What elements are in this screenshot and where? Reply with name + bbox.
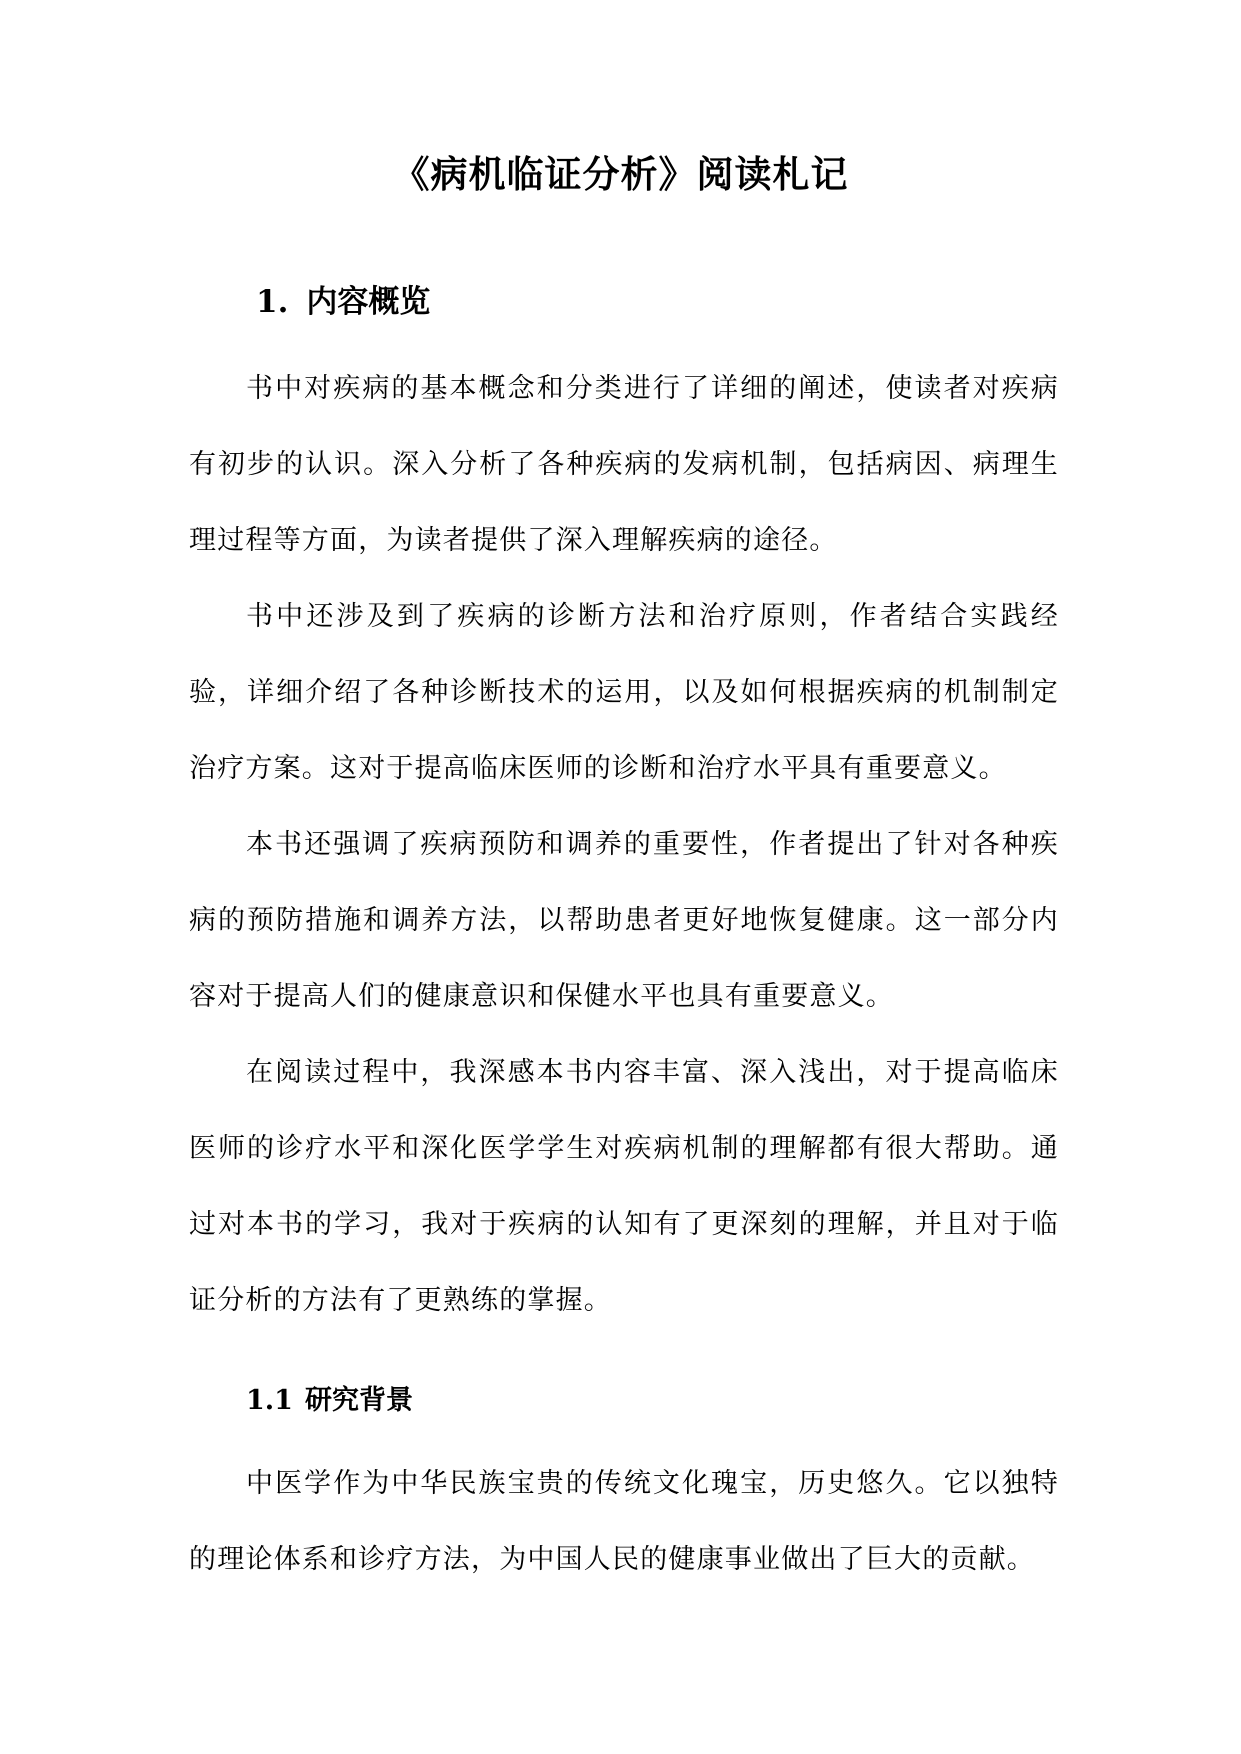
subsection-heading <box>246 1381 413 1421</box>
section-title: 内容概览 <box>306 284 431 320</box>
paragraph-2: 书中还涉及到了疾病的诊断方法和治疗原则，作者结合实践经验，详细介绍了各种诊断技术的运用，以及如何根据疾病的机制制定治疗方案。这对于提高临床医师的诊断和治疗水平具有重要意义。 <box>189 601 1059 784</box>
section-number: 1. <box>256 284 289 320</box>
section-heading <box>256 280 430 324</box>
paragraph-3: 本书还强调了疾病预防和调养的重要性，作者提出了针对各种疾病的预防措施和调养方法，以帮助患者更好地恢复健康。这一部分内容对于提高人们的健康意识和保健水平也具有重要意义。 <box>189 829 1059 1012</box>
document-title: 《病机临证分析》阅读札记 <box>392 152 849 196</box>
subsection-title: 研究背景 <box>304 1385 413 1416</box>
subsection-number: 1.1 <box>246 1385 293 1416</box>
paragraph-5: 中医学作为中华民族宝贵的传统文化瑰宝，历史悠久。它以独特的理论体系和诊疗方法，为中国人民的健康事业做出了巨大的贡献。 <box>189 1468 1059 1575</box>
paragraph-4: 在阅读过程中，我深感本书内容丰富、深入浅出，对于提高临床医师的诊疗水平和深化医学学生对疾病机制的理解都有很大帮助。通过对本书的学习，我对于疾病的认知有了更深刻的理解，并且对于临证分析的方法有了更熟练的掌握。 <box>189 1057 1059 1316</box>
paragraph-1: 书中对疾病的基本概念和分类进行了详细的阐述，使读者对疾病有初步的认识。深入分析了各种疾病的发病机制，包括病因、病理生理过程等方面，为读者提供了深入理解疾病的途径。 <box>189 373 1059 556</box>
